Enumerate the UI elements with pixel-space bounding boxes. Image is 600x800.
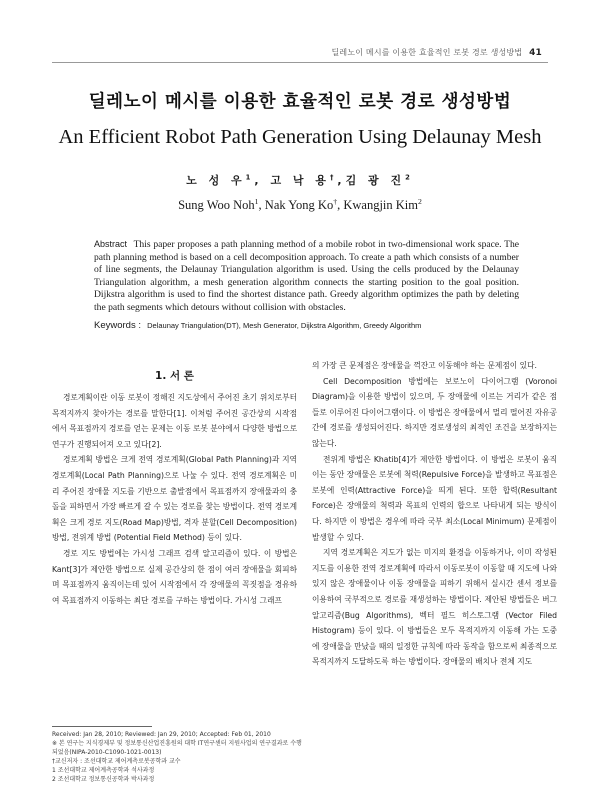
authors-korean: 노 성 우$^1$, 고 낙 용†,김 광 진$^2$ (186, 173, 414, 187)
running-head-title: 딜레노이 메시를 이용한 효율적인 로봇 경로 생성방법 (331, 48, 523, 57)
page-number: 41 (529, 48, 542, 58)
section-title: 1. 서 론 (155, 370, 194, 382)
author-ko-3: 김 광 진 (345, 174, 406, 187)
keywords (94, 320, 519, 331)
author-en-2: Nak Yong Ko (264, 198, 334, 212)
author-en-3-mark: 2 (418, 196, 422, 206)
title-english: An Efficient Robot Path Generation Using Delaunay Mesh (58, 126, 542, 148)
author-en-3: Kwangjin Kim (343, 198, 418, 212)
paragraph: 지역 경로계획은 지도가 없는 미지의 환경을 이동하거나, 이미 작성된 지도를 이용한 전역 경로계획에 따라서 이동로봇이 이동할 때 지도에 나와 있지 않은 장애물이나 이동 장애물을 피하기 위해서 실시간 센서 정보를 이용하여 국부적으로 경로를 재생성하는 방법이다. 제안된 방법들은 버그 알고리즘(Bug Algorithms), 벡터 필드 히스토그램 (Vector Filed Histogram) 등이 있다. 이 방법들은 모두 목적지까지 이동해 가는 도중에 장애물을 만났을 때의 일정한 규칙에 따라 동작을 함으로써 최종적으로 목적지까지 도달하도록 하는 방법이다. 장애물의 배치나 전체 지도 (312, 548, 557, 667)
running-head (331, 47, 542, 58)
author-en-1-mark: 1 (254, 196, 259, 206)
paragraph: 경로 지도 방법에는 가시성 그래프 검색 알고리즘이 있다. 이 방법은 Kant[3]가 제안한 방법으로 실제 공간상의 한 점이 여러 장애물을 회피하며 목표점까지 움직이는데 있어 시작점에서 각 장애물의 꼭짓점을 경유하여 목표점까지 이동하는 최단 경로를 구하는 방법이다. 가시성 그래프 (52, 548, 297, 605)
abstract (94, 238, 519, 315)
paragraph: Cell Decomposition 방법에는 보로노이 다이어그램 (Voronoi Diagram)을 이용한 방법이 있으며, 두 장애물에 이르는 거리가 같은 점들로 이루어진 다이어그램이다. 이 방법은 장애물에서 멀리 떨어진 자유공간에 경로를 생성되어진다. 하지만 경로생성의 최적인 조건을 보장하지는 않는다. (312, 376, 557, 448)
left-column (52, 368, 297, 608)
footnote: †교신저자 : 조선대학교 제어계측로봇공학과 교수 (52, 758, 181, 765)
footnotes (52, 730, 302, 784)
authors-english: Sung Woo Noh$^1$, Nak Yong Ko†, Kwangjin Kim$^2$ (178, 196, 422, 212)
paragraph: 전위계 방법은 Khatib[4]가 제안한 방법이다. 이 방법은 로봇이 움직이는 동안 장애물은 로봇에 척력(Repulsive Force)을 발생하고 목표점은 로봇에 인력(Attractive Force)을 띄게 된다. 또한 합력(Resultant Force)은 장애물의 척력과 목표의 인력의 합으로 나타내게 되는 방식이다. 하지만 이 방법은 경우에 따라 국부 최소(Local Minimum) 문제점이 발생할 수 있다. (312, 454, 557, 542)
footnote: ※ 본 연구는 지식경제부 및 정보통신산업진흥원의 대학 IT연구센터 지원사업의 연구결과로 수행되었음(NIPA-2010-C1090-1021-0013) (52, 740, 302, 756)
author-en-1: Sung Woo Noh (178, 198, 255, 212)
footnote: 1 조선대학교 제어계측공학과 석사과정 (52, 767, 155, 774)
author-en-2-mark: † (333, 196, 338, 206)
abstract-text: This paper proposes a path planning method of a mobile robot in two-dimensional work space. The path planning method is based on a cell decomposition approach. To create a path which consists of a number of line segments, the Delaunay Triangulation algorithm is used. Using the cells produced by the Delaunay Triangulation algorithm, a mesh generation algorithm connects the starting position to the goal position. Dijkstra algorithm is used to find the shortest distance path. Greedy algorithm optimizes the path by deleting the path segments which detours without collision with obstacles. (94, 239, 519, 313)
author-ko-1-mark: 1 (245, 173, 255, 182)
title-korean: 딜레노이 메시를 이용한 효율적인 로봇 경로 생성방법 (88, 92, 512, 112)
keywords-text: Delaunay Triangulation(DT), Mesh Generator, Dijkstra Algorithm, Greedy Algorithm (147, 321, 422, 330)
paragraph: 경로계획이란 이동 로봇이 정해진 지도상에서 주어진 초기 위치로부터 목적지까지 찾아가는 경로를 말한다[1]. 이처럼 주어진 공간상의 시작점에서 목표점까지 경로를 얻는 문제는 이동 로봇 분야에서 다양한 방법으로 연구가 진행되어져 오고 있다[2]. (52, 393, 297, 449)
author-ko-1: 노 성 우 (186, 174, 246, 187)
paragraph: 의 가장 큰 문제점은 장애물을 꺽잔고 이동해야 하는 문제점이 있다. (312, 361, 537, 370)
header-rule (52, 62, 548, 63)
keywords-label: Keywords : (94, 320, 141, 331)
author-ko-2-mark: † (329, 173, 338, 182)
right-column (312, 358, 557, 670)
author-ko-3-mark: 2 (405, 173, 414, 182)
abstract-label: Abstract (94, 239, 128, 249)
footnote: 2 조선대학교 정보통신공학과 박사과정 (52, 776, 155, 783)
footnote-rule (52, 726, 152, 727)
footnote: Received: Jan 28, 2010; Reviewed: Jan 29, 2010; Accepted: Feb 01, 2010 (52, 731, 271, 738)
paragraph: 경로계획 방법은 크게 전역 경로계획(Global Path Planning)과 지역 경로계획(Local Path Planning)으로 나눌 수 있다. 전역 경로계획은 미리 주어진 장애물 지도를 기반으로 출발점에서 목표점까지 장애물과의 충돌을 피하면서 가장 빠르게 갈 수 있는 경로를 찾는 방법이다. 전역 경로계획은 크게 경로 지도(Road Map)방법, 격자 분할(Cell Decomposition)방법, 전위계 방법 (Potential Field Method) 등이 있다. (52, 455, 297, 543)
author-ko-2: 고 낙 용 (270, 174, 330, 187)
